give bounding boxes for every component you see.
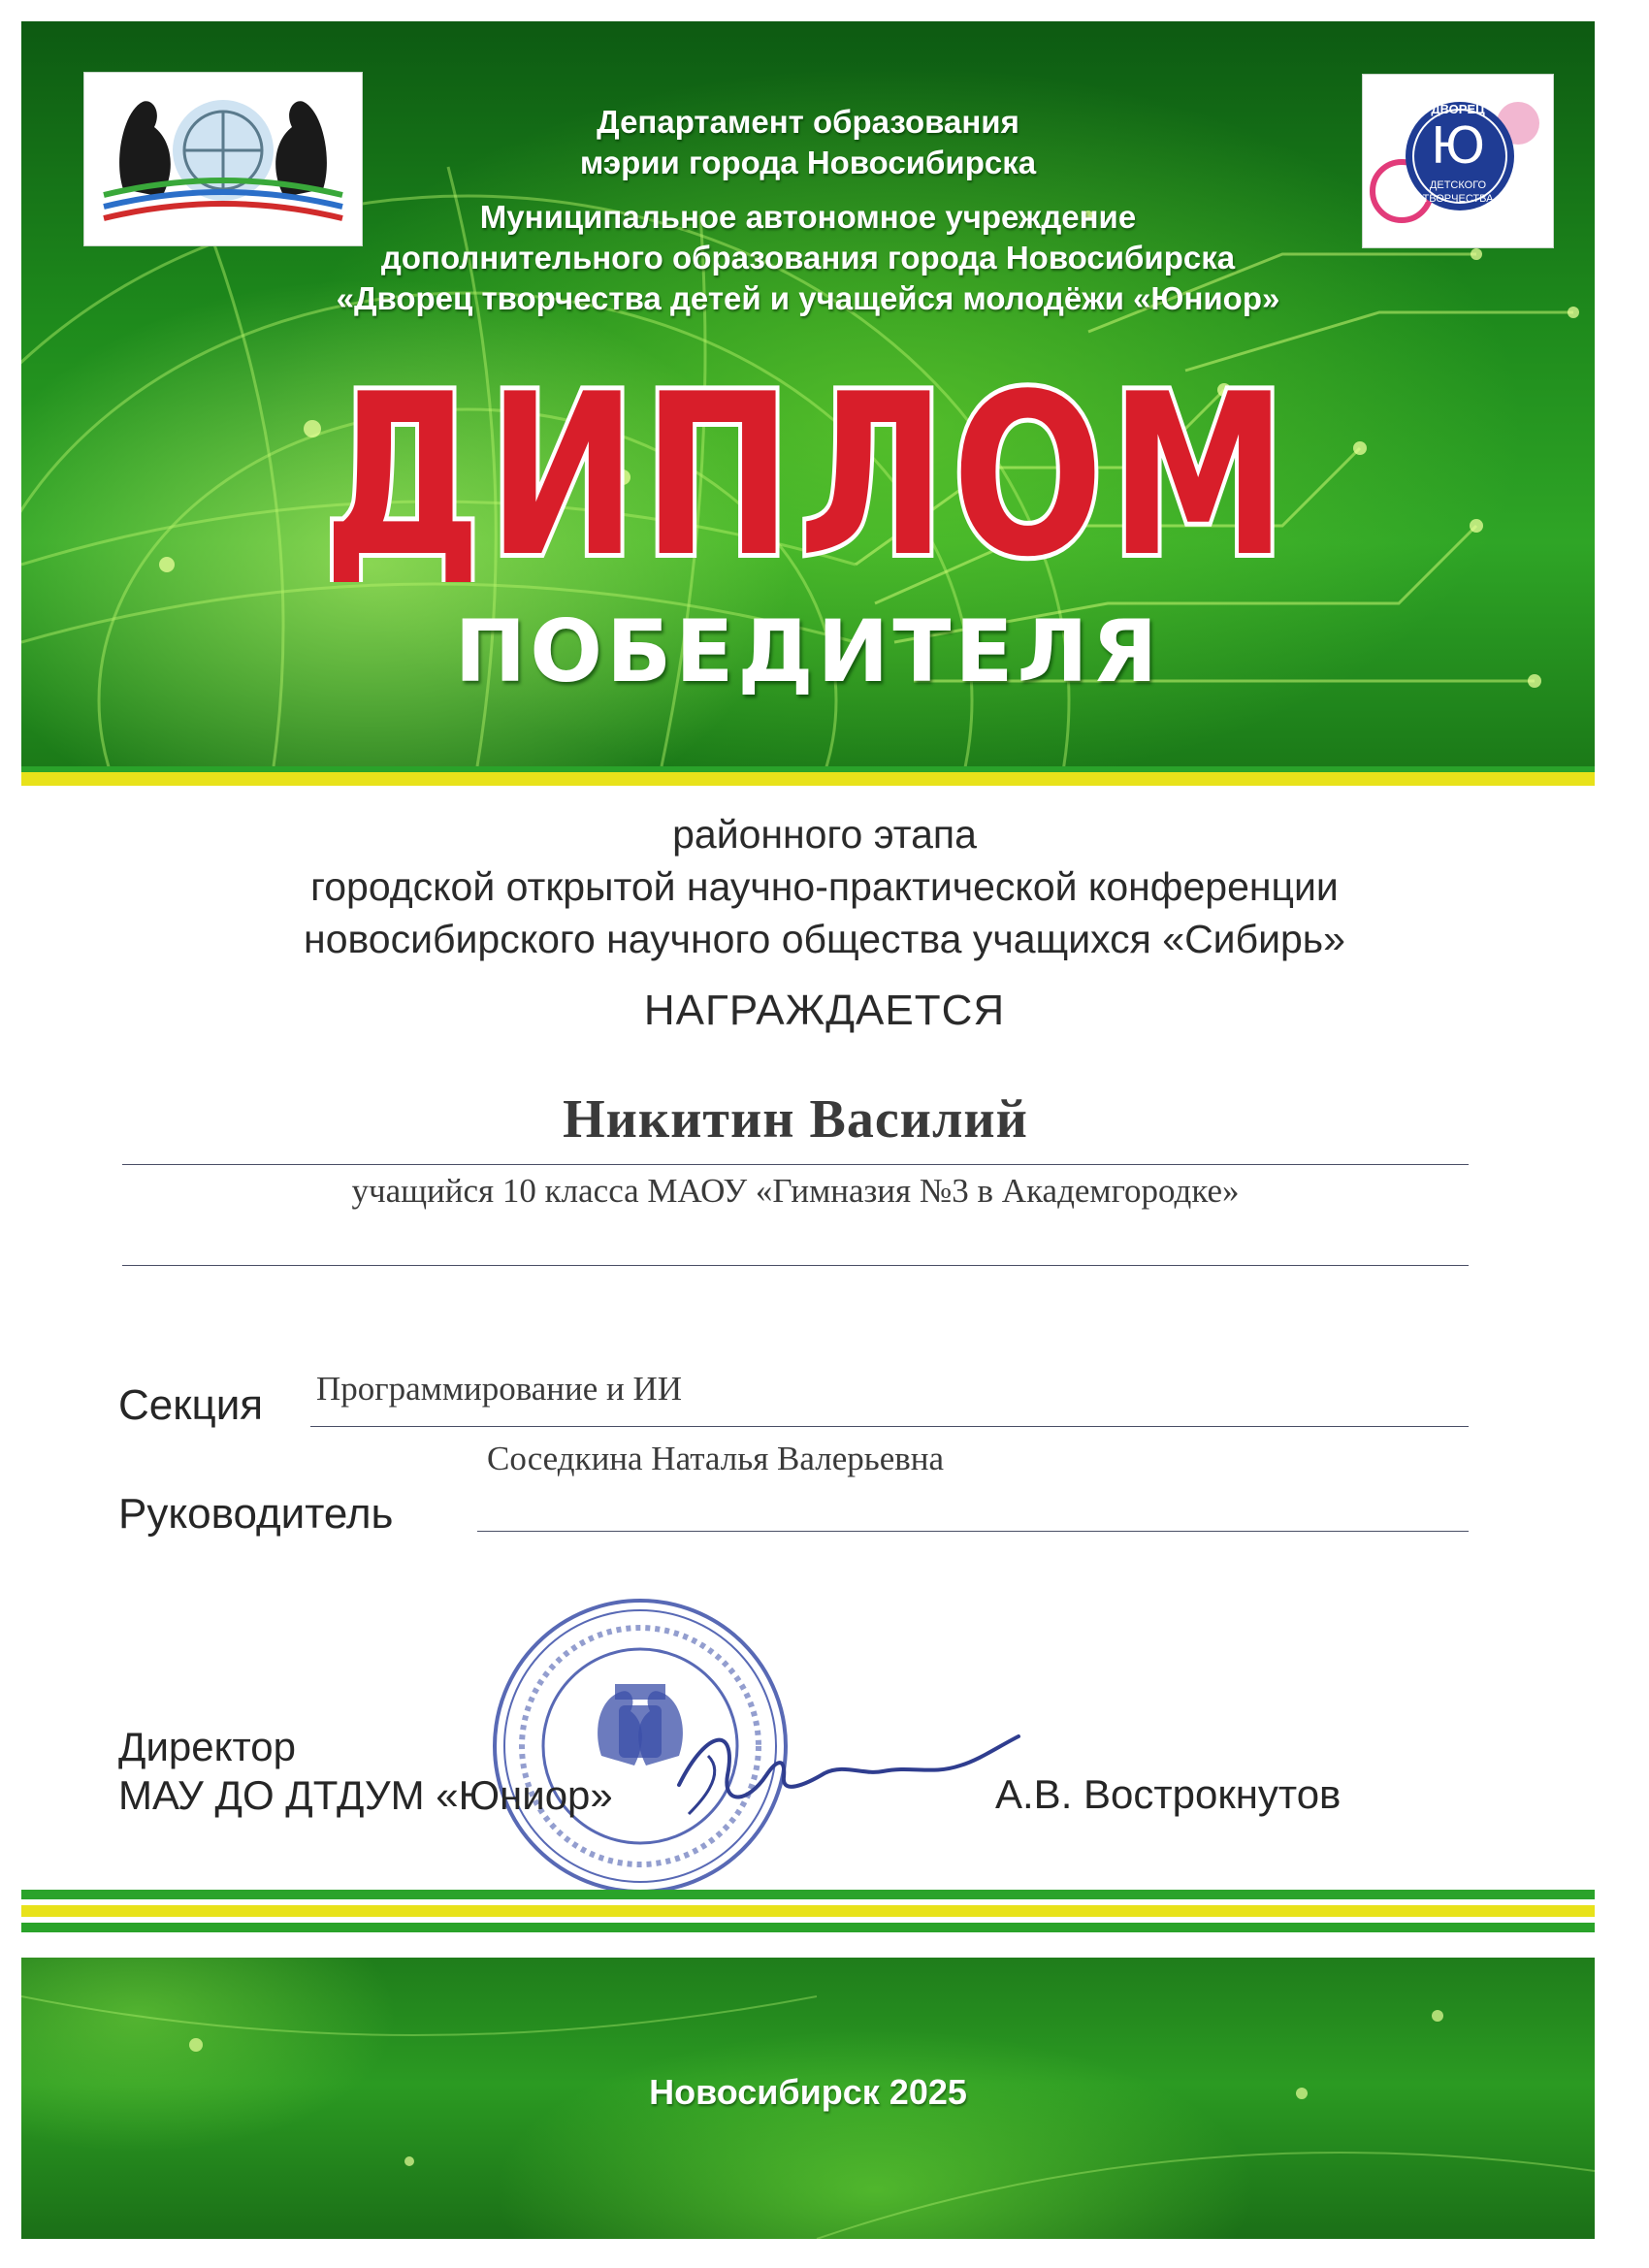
winner-subtitle: ПОБЕДИТЕЛЯ [454,601,1162,701]
footer-city-year: Новосибирск 2025 [649,2072,967,2112]
stage-line: районного этапа [672,812,977,857]
director-name: А.В. Вострокнутов [995,1771,1342,1817]
supervisor-label: Руководитель [118,1490,394,1538]
divider-yellow-bottom [21,1905,1595,1917]
footer-banner [21,1958,1595,2239]
awardee-name: Никитин Василий [563,1089,1028,1150]
header-department: Департамент образования [597,104,1019,140]
palace-logo-letter: Ю [1430,117,1486,176]
student-info: учащийся 10 класса МАОУ «Гимназия №3 в Академгородке» [351,1172,1240,1210]
society-line: новосибирского научного общества учащихся «Сибирь» [304,917,1345,961]
divider-green-bottom-1 [21,1890,1595,1899]
awarded-label: НАГРАЖДАЕТСЯ [643,987,1006,1034]
director-organization: МАУ ДО ДТДУМ «Юниор» [118,1772,613,1818]
section-label: Секция [118,1381,264,1429]
section-value: Программирование и ИИ [316,1370,683,1408]
name-underline [122,1164,1469,1165]
diploma-title-text: ДИПЛОМ [323,378,1293,582]
palace-logo-word2: ДЕТСКОГО [1429,179,1487,191]
supervisor-underline [477,1531,1469,1532]
palace-logo-word1: ДВОРЕЦ [1431,102,1485,116]
divider-yellow-top [21,772,1595,786]
diploma-title [21,378,1595,587]
palace-logo-word3: ТВОРЧЕСТВА [1422,193,1494,205]
director-block [118,1723,613,1820]
header-institution-name: «Дворец творчества детей и учащейся молодёжи «Юниор» [336,280,1280,316]
header-institution-scope: дополнительного образования города Новосибирска [380,240,1236,275]
info-underline [122,1265,1469,1266]
header-city-hall: мэрии города Новосибирска [579,145,1037,180]
divider-green-bottom-2 [21,1923,1595,1932]
conference-line: городской открытой научно-практической конференции [310,864,1339,909]
header-banner [21,21,1595,766]
director-signature [669,1717,1038,1824]
header-institution-type: Муниципальное автономное учреждение [479,199,1137,235]
section-underline [310,1426,1469,1427]
supervisor-value: Соседкина Наталья Валерьевна [487,1440,945,1477]
director-title: Директор [118,1724,296,1769]
